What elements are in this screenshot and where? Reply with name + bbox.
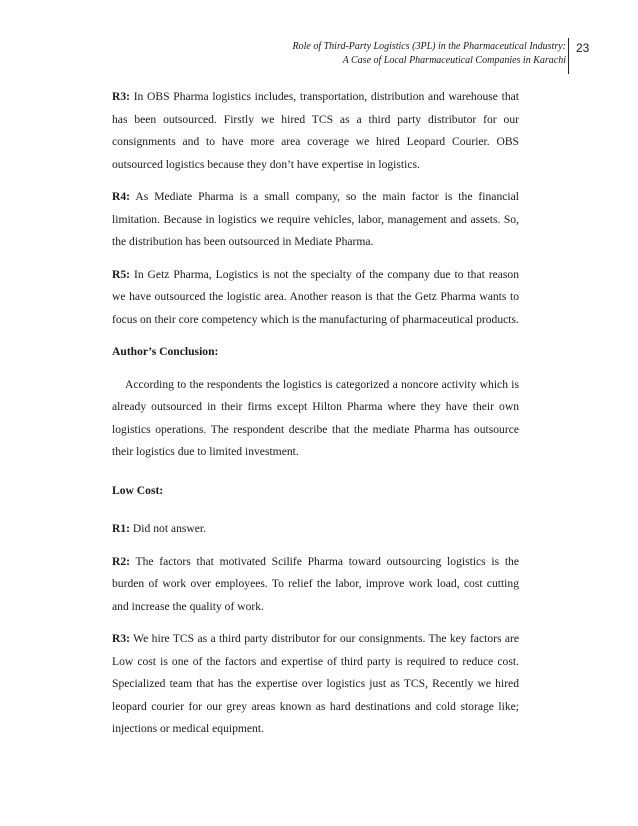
paragraph-text: We hire TCS as a third party distributor for our consignments. The key factors are Low cost is one of the factors and expertise of third party is required to reduce cost. Specialized team that has the expertise over logistics just as TCS, Recently we hired leopard courier for our grey areas known as hard destinations and cold storage like; injections or medical equipment. [112, 632, 519, 735]
respondent-tag: R1: [112, 522, 131, 535]
paragraph-r3-tcs [112, 628, 519, 741]
paragraph-text: Did not answer. [130, 522, 207, 535]
respondent-tag: R5: [112, 267, 131, 281]
paragraph-r5-getz [112, 264, 519, 332]
header-divider [568, 38, 569, 74]
paragraph-r2-scilife [112, 551, 519, 619]
running-header-line2: A Case of Local Pharmaceutical Companies in Karachi [342, 55, 566, 66]
paragraph-r1 [112, 518, 519, 541]
page-body [112, 86, 519, 751]
paragraph-text: The factors that motivated Scilife Pharma toward outsourcing logistics is the burden of work over employees. To relief the labor, improve work load, cost cutting and increase the quality of work. [112, 554, 519, 613]
low-cost-heading: Low Cost: [112, 483, 164, 497]
respondent-tag: R3: [112, 632, 131, 645]
page-number: 23 [576, 41, 590, 55]
paragraph-text: In OBS Pharma logistics includes, transportation, distribution and warehouse that has been outsourced. Firstly we hired TCS as a third party distributor for our consignments and to have more area coverage we hired Leopard Courier. OBS outsourced logistics because they don’t have expertise in logistics. [112, 90, 519, 171]
paragraph-text: In Getz Pharma, Logistics is not the specialty of the company due to that reason we have outsourced the logistic area. Another reason is that the Getz Pharma wants to focus on their core competency which is the manufacturing of pharmaceutical products. [112, 267, 519, 326]
running-header [206, 40, 566, 68]
running-header-line1: Role of Third-Party Logistics (3PL) in the Pharmaceutical Industry: [292, 41, 566, 52]
respondent-tag: R3: [112, 90, 131, 103]
paragraph-text: As Mediate Pharma is a small company, so the main factor is the financial limitation. Because in logistics we require vehicles, labor, management and assets. So, the distribution has been outsourced in Mediate Pharma. [112, 190, 519, 248]
conclusion-paragraph: According to the respondents the logistics is categorized a noncore activity which is already outsourced in their firms except Hilton Pharma where they have their own logistics operations. The respondent describe that the mediate Pharma has outsource their logistics due to limited investment. [112, 377, 519, 458]
paragraph-r4-mediate [112, 186, 519, 254]
respondent-tag: R4: [112, 190, 131, 203]
conclusion-heading: Author’s Conclusion: [112, 345, 219, 358]
paragraph-r3-obs [112, 86, 519, 176]
respondent-tag: R2: [112, 554, 131, 568]
